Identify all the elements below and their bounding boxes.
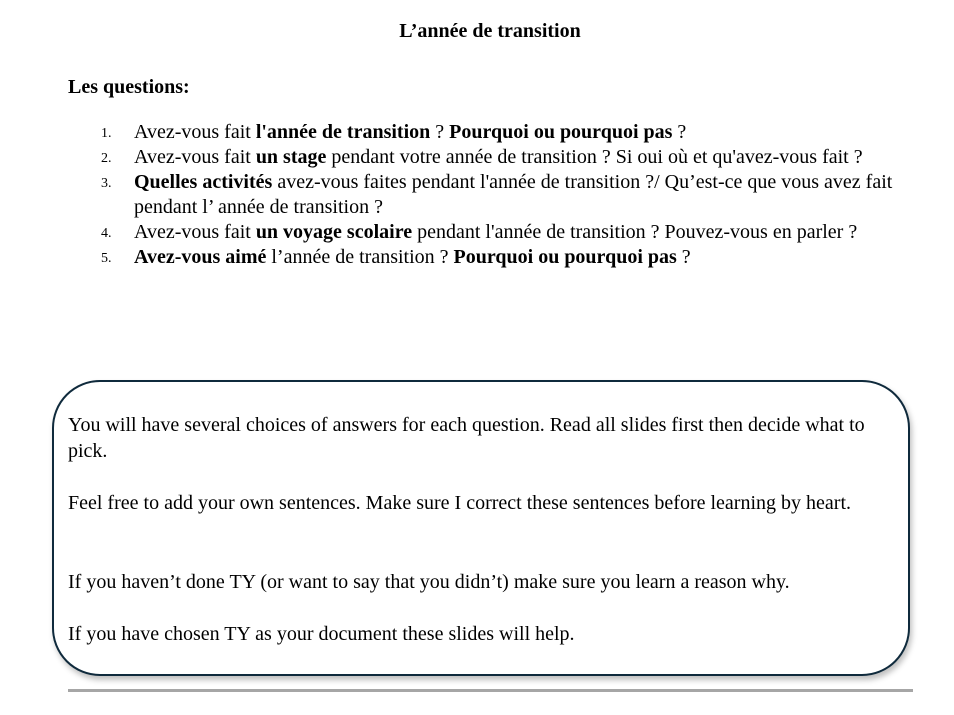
- question-number: 3.: [101, 176, 112, 191]
- questions-heading: Les questions:: [68, 76, 190, 98]
- question-item: 5. Avez-vous aimé l’année de transition ? Pourquoi ou pourquoi pas ?: [68, 245, 918, 270]
- question-item: 4. Avez-vous fait un voyage scolaire pendant l'année de transition ? Pouvez-vous en parler ?: [68, 220, 918, 245]
- question-item: 2. Avez-vous fait un stage pendant votre année de transition ? Si oui où et qu'avez-vous fait ?: [68, 145, 918, 170]
- page-title: L’année de transition: [399, 20, 581, 42]
- question-number: 1.: [101, 126, 112, 141]
- callout-paragraph: If you haven’t done TY (or want to say that you didn’t) make sure you learn a reason why.: [68, 571, 790, 593]
- callout-paragraph: You will have several choices of answers for each question. Read all slides first then decide what to pick.: [68, 414, 865, 462]
- question-number: 2.: [101, 151, 112, 166]
- question-number: 5.: [101, 251, 112, 266]
- question-item: 1. Avez-vous fait l'année de transition ? Pourquoi ou pourquoi pas ?: [68, 120, 918, 145]
- question-item: 3. Quelles activités avez-vous faites pendant l'année de transition ?/ Qu’est-ce que vous avez fait pendant l’ année de transition ?: [101, 171, 893, 218]
- footer-divider: [68, 689, 913, 692]
- questions-list: [68, 120, 918, 270]
- callout-paragraph: If you have chosen TY as your document these slides will help.: [68, 623, 575, 645]
- callout-paragraph: Feel free to add your own sentences. Make sure I correct these sentences before learning by heart.: [68, 492, 851, 514]
- instructions-callout-box: [52, 380, 910, 676]
- question-number: 4.: [101, 226, 112, 241]
